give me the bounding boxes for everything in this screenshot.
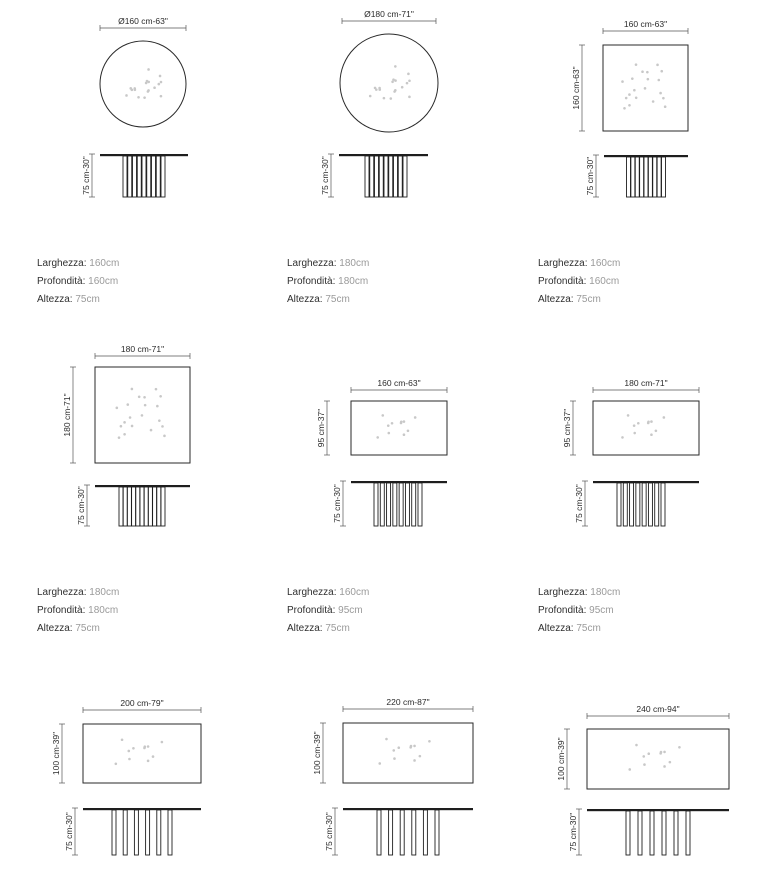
table-leg	[123, 156, 127, 197]
surface-dot	[641, 70, 644, 73]
spec-block-6	[538, 584, 620, 638]
spec-value: 160cm	[339, 587, 370, 598]
surface-dot	[428, 740, 431, 743]
table-leg	[387, 483, 391, 526]
spec-value: 95cm	[589, 605, 614, 616]
table-leg	[134, 810, 138, 855]
table-leg	[112, 810, 116, 855]
spec-value: 180cm	[88, 605, 119, 616]
table-drawing-4	[62, 344, 190, 526]
surface-dot	[158, 419, 161, 422]
surface-dot	[628, 93, 631, 96]
spec-value: 75cm	[576, 623, 601, 634]
table-leg	[144, 487, 148, 526]
table-leg	[375, 156, 379, 197]
spec-row-width	[538, 255, 620, 273]
spec-label: Altezza:	[37, 294, 76, 305]
table-leg	[123, 810, 127, 855]
spec-label: Altezza:	[538, 623, 577, 634]
spec-label: Larghezza:	[37, 258, 90, 269]
table-top-plan	[83, 724, 201, 783]
spec-block-4	[37, 584, 119, 638]
table-drawing-5	[316, 378, 447, 526]
table-drawing-1	[81, 16, 188, 197]
surface-dot	[131, 425, 134, 428]
surface-dot	[655, 430, 658, 433]
table-leg	[148, 487, 152, 526]
table-leg	[638, 811, 642, 855]
surface-dot	[115, 762, 118, 765]
surface-dot	[627, 414, 630, 417]
spec-row-width	[287, 584, 369, 602]
surface-dot	[419, 755, 422, 758]
surface-dot	[410, 745, 413, 748]
surface-dot	[628, 768, 631, 771]
surface-dot	[625, 97, 628, 100]
surface-dot	[406, 82, 409, 85]
table-leg	[136, 487, 140, 526]
surface-dot	[633, 89, 636, 92]
spec-label: Larghezza:	[538, 258, 591, 269]
surface-dot	[160, 95, 163, 98]
surface-dot	[161, 741, 164, 744]
table-leg	[127, 487, 131, 526]
surface-dot	[635, 97, 638, 100]
table-leg	[370, 156, 374, 197]
surface-dot	[163, 435, 166, 438]
table-leg	[405, 483, 409, 526]
table-leg	[153, 487, 157, 526]
spec-row-height	[287, 291, 369, 309]
table-leg	[132, 487, 136, 526]
spec-label: Larghezza:	[538, 587, 591, 598]
table-leg	[657, 157, 661, 197]
surface-dot	[393, 757, 396, 760]
top-dimension-label: 200 cm-79"	[120, 698, 164, 708]
spec-row-width	[538, 584, 620, 602]
spec-value: 160cm	[89, 258, 120, 269]
surface-dot	[147, 760, 150, 763]
surface-dot	[128, 758, 131, 761]
side-dimension-label: 95 cm-37"	[316, 408, 326, 448]
spec-row-height	[538, 620, 620, 638]
spec-row-height	[37, 620, 119, 638]
surface-dot	[669, 761, 672, 764]
table-leg	[156, 156, 160, 197]
top-dimension-label: 160 cm-63"	[377, 378, 421, 388]
spec-row-depth	[287, 273, 369, 291]
spec-label: Profondità:	[37, 276, 89, 287]
table-leg	[399, 483, 403, 526]
spec-value: 180cm	[339, 258, 370, 269]
side-dimension-label: 160 cm-63"	[571, 66, 581, 110]
surface-dot	[387, 424, 390, 427]
table-top-edge	[343, 808, 473, 810]
surface-dot	[138, 396, 141, 399]
table-leg	[623, 483, 627, 526]
surface-dot	[414, 416, 417, 419]
table-leg	[661, 483, 665, 526]
surface-dot	[660, 751, 663, 754]
surface-dot	[623, 107, 626, 110]
surface-dot	[407, 73, 410, 76]
spec-row-width	[37, 255, 119, 273]
table-leg	[133, 156, 137, 197]
table-leg	[626, 811, 630, 855]
height-dimension-label: 75 cm-30"	[585, 156, 595, 196]
surface-dot	[155, 388, 158, 391]
table-leg	[146, 810, 150, 855]
table-leg	[161, 487, 165, 526]
table-leg	[137, 156, 141, 197]
surface-dot	[652, 100, 655, 103]
surface-dot	[400, 420, 403, 423]
surface-dot	[646, 71, 649, 74]
surface-dot	[663, 416, 666, 419]
surface-dot	[133, 87, 136, 90]
spec-label: Profondità:	[538, 276, 590, 287]
height-dimension-label: 75 cm-30"	[320, 156, 330, 195]
top-dimension-label: 160 cm-63"	[623, 19, 668, 29]
table-leg	[398, 156, 402, 197]
table-leg	[393, 483, 397, 526]
table-leg	[394, 156, 398, 197]
table-leg	[435, 810, 439, 855]
spec-label: Larghezza:	[287, 587, 340, 598]
table-leg	[147, 156, 151, 197]
top-dimension-label: 220 cm-87"	[386, 697, 430, 707]
surface-dot	[378, 87, 381, 90]
surface-dot	[126, 403, 129, 406]
side-dimension-label: 180 cm-71"	[62, 393, 72, 437]
top-dimension-label: 180 cm-71"	[120, 344, 165, 354]
table-drawing-3	[571, 19, 688, 197]
surface-dot	[631, 77, 634, 80]
spec-value: 180cm	[338, 276, 369, 287]
spec-row-depth	[287, 602, 369, 620]
table-top-plan	[587, 729, 729, 789]
table-leg	[389, 156, 393, 197]
height-dimension-label: 75 cm-30"	[76, 486, 86, 525]
surface-dot	[403, 420, 406, 423]
table-drawing-9	[556, 704, 729, 855]
table-leg	[636, 483, 640, 526]
surface-dot	[143, 396, 146, 399]
surface-dot	[397, 746, 400, 749]
surface-dot	[644, 87, 647, 90]
spec-row-height	[37, 291, 119, 309]
surface-dot	[153, 86, 156, 89]
surface-dot	[145, 82, 148, 85]
table-leg	[648, 483, 652, 526]
surface-dot	[391, 422, 394, 425]
table-leg	[403, 156, 407, 197]
surface-dot	[118, 436, 121, 439]
spec-row-depth	[37, 273, 119, 291]
table-leg	[653, 157, 657, 197]
surface-dot	[635, 744, 638, 747]
table-leg	[384, 156, 388, 197]
surface-dot	[378, 762, 381, 765]
table-leg	[365, 156, 369, 197]
surface-dot	[662, 97, 665, 100]
surface-dot	[663, 765, 666, 768]
surface-dot	[147, 68, 150, 71]
spec-label: Altezza:	[37, 623, 76, 634]
surface-dot	[156, 405, 159, 408]
top-dimension-label: 240 cm-94"	[636, 704, 680, 714]
table-leg	[674, 811, 678, 855]
surface-dot	[643, 763, 646, 766]
surface-dot	[131, 388, 134, 391]
surface-dot	[131, 89, 134, 92]
spec-value: 75cm	[325, 623, 350, 634]
spec-block-3	[538, 255, 620, 309]
table-leg	[161, 156, 165, 197]
table-leg	[627, 157, 631, 197]
spec-value: 180cm	[590, 587, 621, 598]
spec-row-depth	[538, 602, 620, 620]
surface-dot	[413, 745, 416, 748]
table-leg	[379, 156, 383, 197]
surface-dot	[159, 75, 162, 78]
surface-dot	[621, 80, 624, 83]
spec-block-2	[287, 255, 369, 309]
table-leg	[635, 157, 639, 197]
table-leg	[631, 157, 635, 197]
spec-block-5	[287, 584, 369, 638]
surface-dot	[152, 755, 155, 758]
surface-dot	[143, 96, 146, 99]
table-leg	[389, 810, 393, 855]
table-drawing-7	[51, 698, 201, 855]
surface-dot	[120, 425, 123, 428]
surface-dot	[129, 416, 132, 419]
surface-dot	[121, 738, 124, 741]
surface-dot	[123, 433, 126, 436]
surface-dot	[647, 752, 650, 755]
table-leg	[119, 487, 123, 526]
round-table-top	[340, 34, 438, 132]
surface-dot	[385, 738, 388, 741]
surface-dot	[394, 65, 397, 68]
surface-dot	[678, 746, 681, 749]
surface-dot	[408, 79, 411, 82]
spec-row-height	[538, 291, 620, 309]
surface-dot	[375, 88, 378, 91]
spec-value: 160cm	[590, 258, 621, 269]
top-dimension-label: Ø180 cm-71"	[364, 9, 414, 19]
surface-dot	[637, 422, 640, 425]
table-leg	[423, 810, 427, 855]
table-leg	[662, 157, 666, 197]
spec-label: Profondità:	[287, 276, 339, 287]
spec-label: Profondità:	[538, 605, 590, 616]
surface-dot	[160, 81, 163, 84]
table-leg	[662, 811, 666, 855]
table-leg	[655, 483, 659, 526]
top-dimension-label: Ø160 cm-63"	[118, 16, 168, 26]
table-leg	[412, 810, 416, 855]
surface-dot	[381, 414, 384, 417]
surface-dot	[393, 90, 396, 93]
spec-row-width	[37, 584, 119, 602]
spec-value: 160cm	[589, 276, 620, 287]
spec-label: Altezza:	[538, 294, 577, 305]
surface-dot	[407, 430, 410, 433]
spec-value: 180cm	[89, 587, 120, 598]
surface-dot	[656, 64, 659, 67]
surface-dot	[664, 105, 667, 108]
table-leg	[630, 483, 634, 526]
surface-dot	[647, 420, 650, 423]
surface-dot	[635, 63, 638, 66]
table-drawing-6	[562, 378, 699, 526]
table-leg	[640, 157, 644, 197]
height-dimension-label: 75 cm-30"	[64, 812, 74, 851]
table-top-plan	[593, 401, 699, 455]
side-dimension-label: 95 cm-37"	[562, 408, 572, 448]
table-leg	[168, 810, 172, 855]
surface-dot	[633, 424, 636, 427]
table-leg	[642, 483, 646, 526]
table-leg	[400, 810, 404, 855]
surface-dot	[147, 90, 150, 93]
table-leg	[374, 483, 378, 526]
table-leg	[617, 483, 621, 526]
spec-row-depth	[538, 273, 620, 291]
surface-dot	[161, 425, 164, 428]
height-dimension-label: 75 cm-30"	[332, 484, 342, 523]
side-dimension-label: 100 cm-39"	[51, 731, 61, 776]
surface-dot	[141, 414, 144, 417]
surface-dot	[383, 97, 386, 100]
table-drawing-2	[320, 9, 438, 197]
surface-dot	[647, 78, 650, 81]
surface-dot	[132, 747, 135, 750]
surface-dot	[621, 436, 624, 439]
table-leg	[650, 811, 654, 855]
surface-dot	[127, 750, 130, 753]
spec-row-depth	[37, 602, 119, 620]
surface-dot	[150, 429, 153, 432]
spec-label: Profondità:	[287, 605, 339, 616]
table-top-edge	[587, 809, 729, 811]
spec-label: Altezza:	[287, 294, 326, 305]
table-top-edge	[83, 808, 201, 810]
surface-dot	[408, 96, 411, 99]
height-dimension-label: 75 cm-30"	[574, 484, 584, 523]
surface-dot	[387, 432, 390, 435]
height-dimension-label: 75 cm-30"	[81, 156, 91, 195]
spec-row-width	[287, 255, 369, 273]
surface-dot	[123, 421, 126, 424]
table-top-plan	[351, 401, 447, 455]
table-leg	[644, 157, 648, 197]
surface-dot	[650, 420, 653, 423]
table-leg	[140, 487, 144, 526]
table-leg	[157, 487, 161, 526]
surface-dot	[659, 92, 662, 95]
table-leg	[157, 810, 161, 855]
table-leg	[686, 811, 690, 855]
surface-dot	[369, 95, 372, 98]
surface-dot	[663, 751, 666, 754]
surface-dot	[147, 745, 150, 748]
surface-dot	[392, 749, 395, 752]
surface-dot	[125, 94, 128, 97]
spec-row-height	[287, 620, 369, 638]
spec-label: Altezza:	[287, 623, 326, 634]
surface-dot	[403, 433, 406, 436]
surface-dot	[413, 759, 416, 762]
surface-dot	[642, 755, 645, 758]
surface-dot	[391, 80, 394, 83]
side-dimension-label: 100 cm-39"	[312, 731, 322, 775]
spec-label: Profondità:	[37, 605, 89, 616]
surface-dot	[144, 404, 147, 407]
table-leg	[418, 483, 422, 526]
spec-value: 95cm	[338, 605, 363, 616]
surface-dot	[116, 407, 119, 410]
surface-dot	[633, 432, 636, 435]
surface-dot	[159, 395, 162, 398]
surface-dot	[389, 97, 392, 100]
surface-dot	[657, 79, 660, 82]
table-leg	[377, 810, 381, 855]
table-top-plan	[343, 723, 473, 783]
surface-dot	[143, 745, 146, 748]
spec-value: 75cm	[75, 623, 100, 634]
spec-value: 75cm	[325, 294, 350, 305]
spec-label: Larghezza:	[287, 258, 340, 269]
height-dimension-label: 75 cm-30"	[324, 812, 334, 851]
table-leg	[128, 156, 132, 197]
surface-dot	[137, 96, 140, 99]
surface-dot	[628, 104, 631, 107]
surface-dot	[650, 433, 653, 436]
surface-dot	[401, 86, 404, 89]
spec-block-1	[37, 255, 119, 309]
table-leg	[123, 487, 127, 526]
spec-value: 75cm	[75, 294, 100, 305]
table-leg	[380, 483, 384, 526]
spec-label: Larghezza:	[37, 587, 90, 598]
height-dimension-label: 75 cm-30"	[568, 812, 578, 852]
surface-dot	[660, 70, 663, 73]
table-leg	[142, 156, 146, 197]
side-dimension-label: 100 cm-39"	[556, 737, 566, 781]
table-drawing-8	[312, 697, 473, 855]
surface-dot	[157, 83, 160, 86]
round-table-top	[100, 41, 186, 127]
spec-value: 75cm	[576, 294, 601, 305]
table-leg	[152, 156, 156, 197]
spec-value: 160cm	[88, 276, 119, 287]
top-dimension-label: 180 cm-71"	[624, 378, 668, 388]
table-leg	[648, 157, 652, 197]
surface-dot	[376, 436, 379, 439]
table-leg	[412, 483, 416, 526]
